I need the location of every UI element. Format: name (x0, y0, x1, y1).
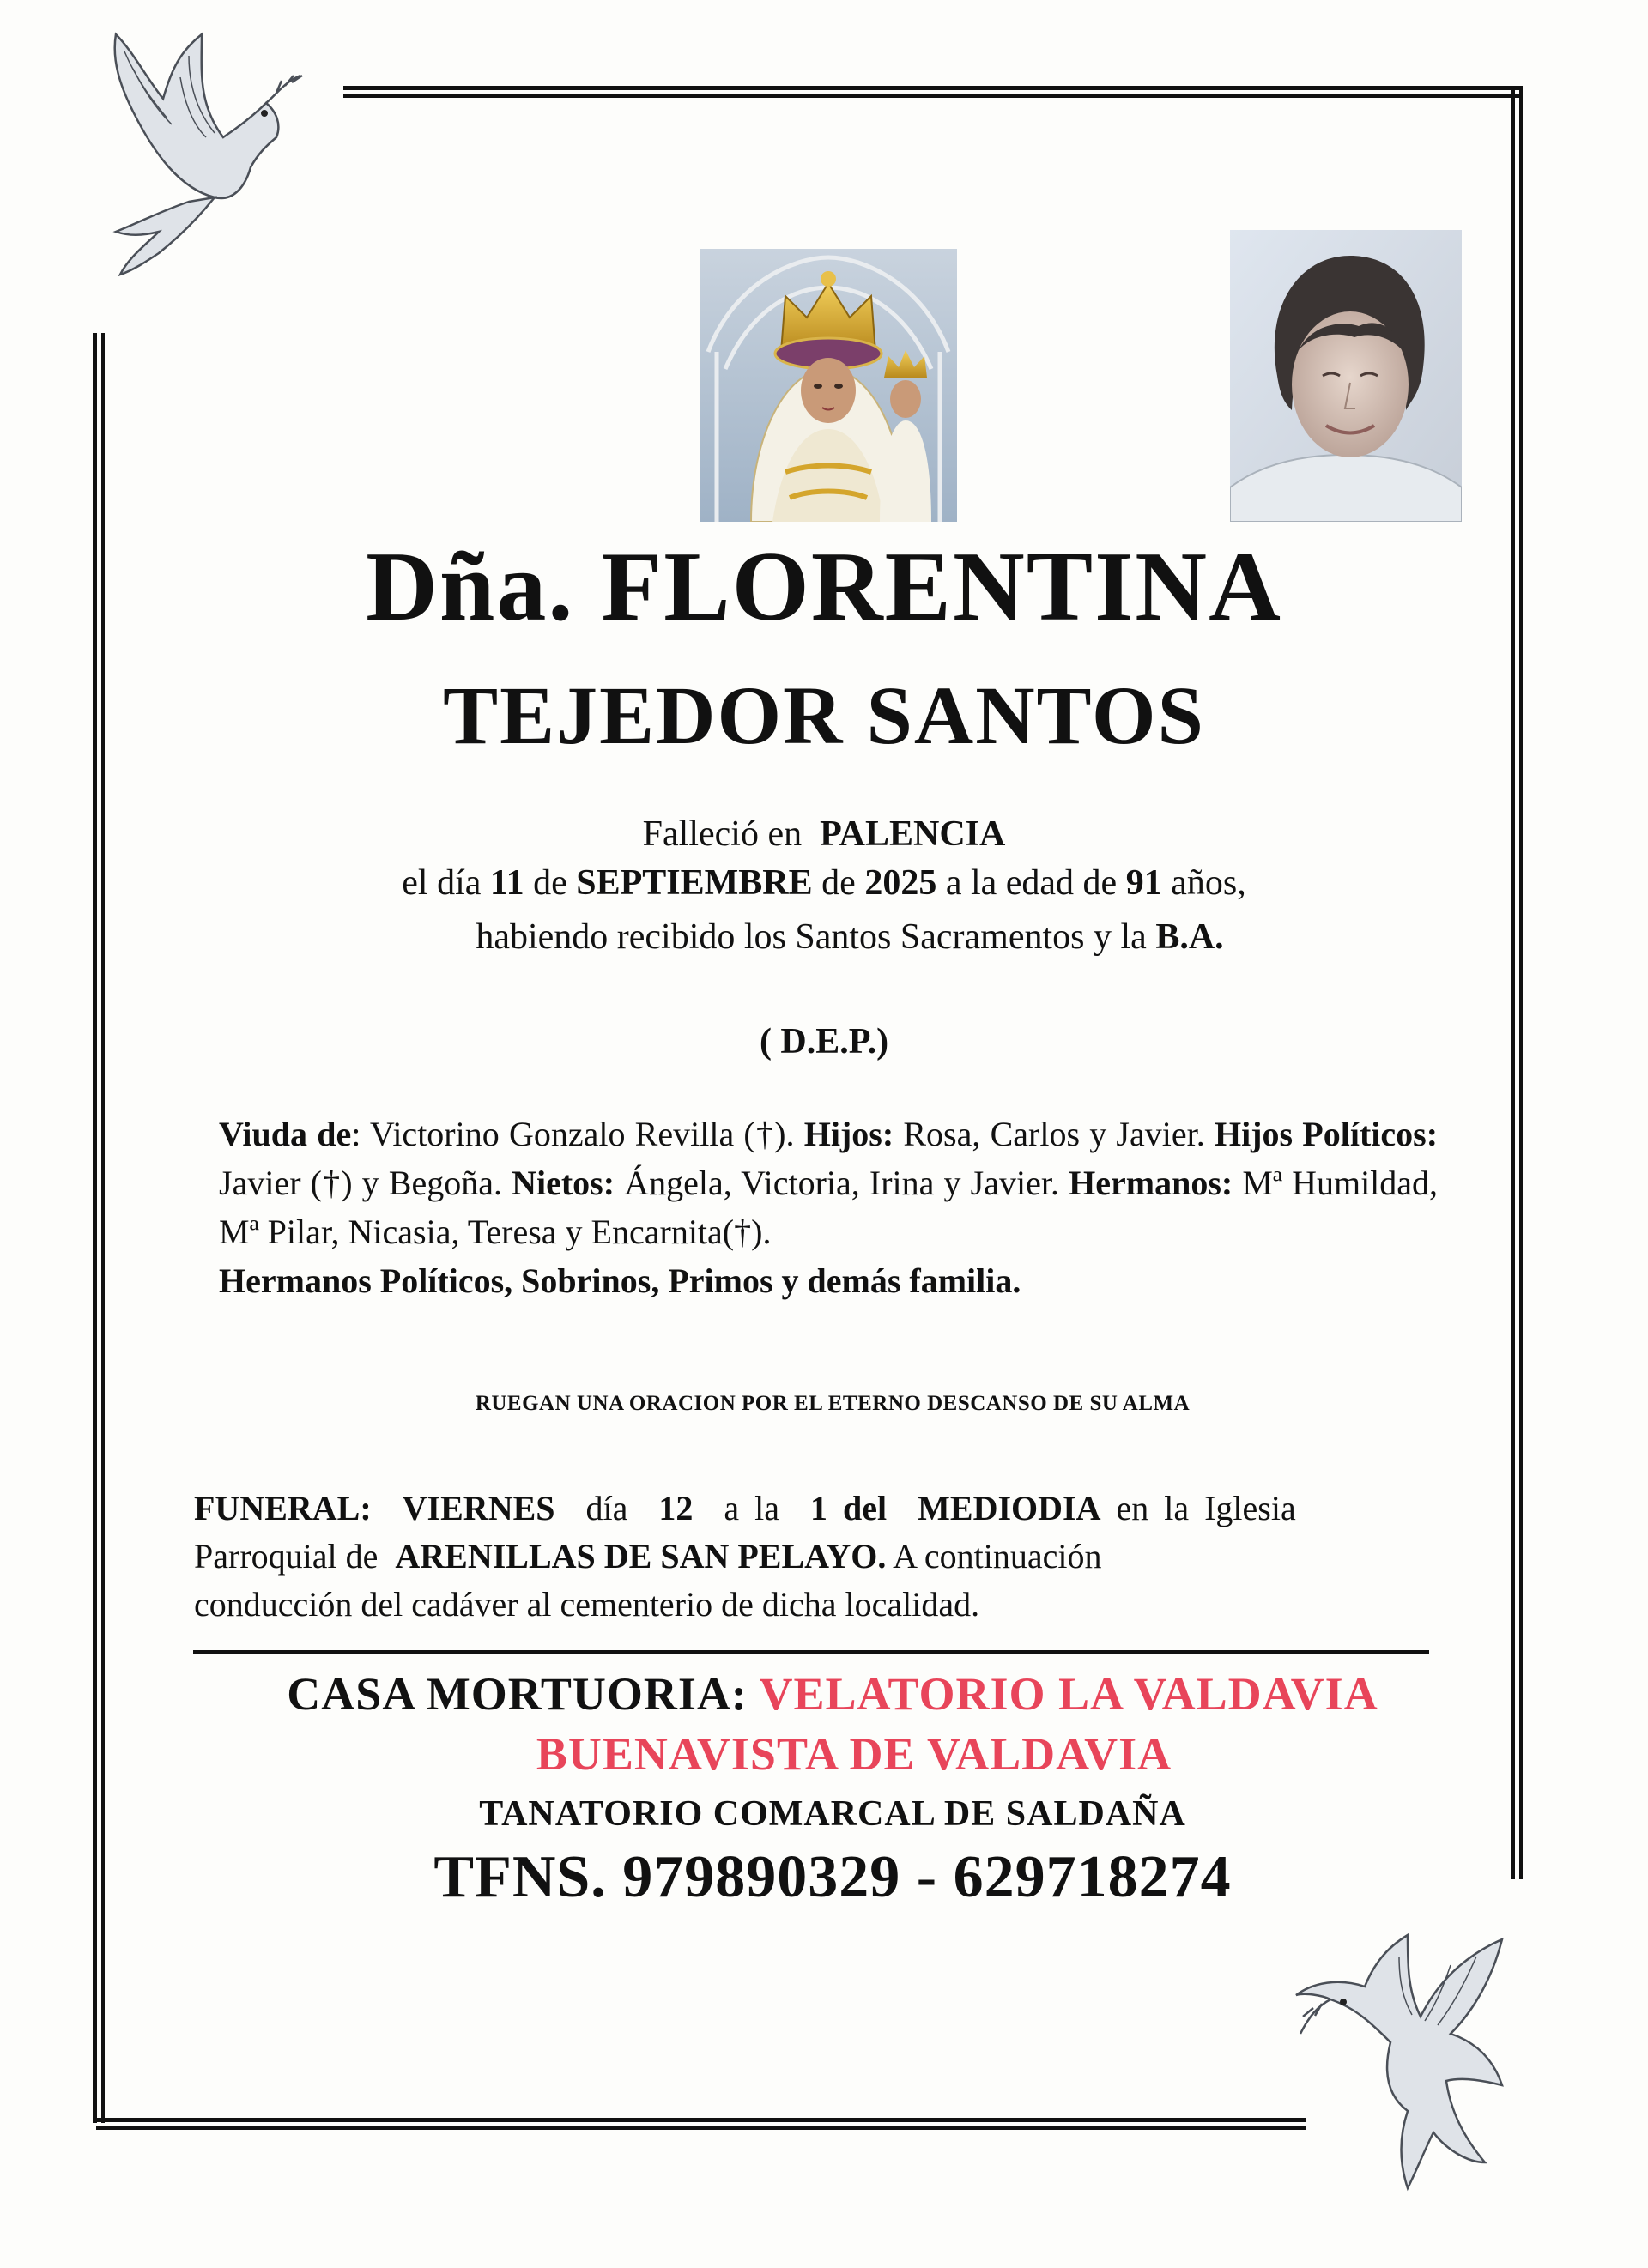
viuda-label: Viuda de (219, 1115, 352, 1153)
death-place: PALENCIA (820, 814, 1006, 854)
death-de-1: de (533, 863, 567, 903)
tanatorio-line: TANATORIO COMARCAL DE SALDAÑA (479, 1794, 1186, 1834)
virgin-image (700, 249, 957, 522)
funeral-en-la: en la Iglesia (1116, 1489, 1296, 1527)
deceased-title-text: Dña. FLORENTINA (366, 532, 1282, 642)
casa-mortuoria-line (0, 1667, 1648, 1721)
hijos-politicos-label: Hijos Políticos: (1214, 1115, 1439, 1153)
death-age: 91 (1125, 863, 1162, 903)
death-place-line (0, 813, 1648, 855)
family-paragraph (219, 1110, 1438, 1256)
funeral-continuacion: A continuación (893, 1537, 1102, 1576)
funeral-hour: 1 del (810, 1489, 888, 1527)
funeral-line-2 (194, 1533, 1396, 1581)
deceased-surname-text: TEJEDOR SANTOS (443, 669, 1205, 761)
viuda-value: : Victorino Gonzalo Revilla (†). (351, 1115, 795, 1153)
funeral-day: 12 (658, 1489, 694, 1527)
family-block (219, 1110, 1438, 1305)
nietos-label: Nietos: (512, 1164, 615, 1202)
hermanos-label: Hermanos: (1069, 1164, 1233, 1202)
funeral-line-1 (194, 1485, 1396, 1533)
dep-text: ( D.E.P.) (759, 1022, 889, 1061)
hermanos-value: Mª Humildad, Mª Pilar, Nicasia, Teresa y Encarnita(†). (219, 1164, 1439, 1251)
funeral-label: FUNERAL: (194, 1489, 372, 1527)
death-month: SEPTIEMBRE (576, 863, 813, 903)
sacraments-ba: B.A. (1155, 917, 1224, 957)
death-age-suffix: años, (1171, 863, 1246, 903)
funeral-mediodia: MEDIODIA (918, 1489, 1101, 1527)
sacraments-line (0, 916, 1648, 958)
sacraments-text: habiendo recibido los Santos Sacramentos y la (476, 917, 1147, 957)
casa-velatorio: VELATORIO LA VALDAVIA (759, 1668, 1378, 1720)
nietos-value: Ángela, Victoria, Irina y Javier. (624, 1164, 1059, 1202)
funeral-a-la: a la (724, 1489, 780, 1527)
ruegan-text: RUEGAN UNA ORACION POR EL ETERNO DESCANSO DE SU ALMA (475, 1392, 1191, 1415)
family-closing: Hermanos Políticos, Sobrinos, Primos y demás familia. (219, 1261, 1021, 1300)
funeral-parroquial: Parroquial de (194, 1537, 379, 1576)
top-border (343, 86, 1519, 98)
funeral-conduccion: conducción del cadáver al cementerio de dicha localidad. (194, 1585, 980, 1624)
deceased-surname (0, 668, 1648, 763)
death-age-prefix: a la edad de (945, 863, 1118, 903)
funeral-weekday: VIERNES (402, 1489, 555, 1527)
dove-top-left-icon (52, 17, 318, 300)
right-border (1511, 86, 1523, 1879)
death-de-2: de (821, 863, 856, 903)
deceased-title (0, 530, 1648, 644)
hijos-label: Hijos: (803, 1115, 894, 1153)
funeral-church-place: ARENILLAS DE SAN PELAYO. (395, 1537, 887, 1576)
death-year: 2025 (864, 863, 937, 903)
hijos-value: Rosa, Carlos y Javier. (903, 1115, 1205, 1153)
death-day-prefix: el día (402, 863, 482, 903)
funeral-line-3 (194, 1581, 1396, 1629)
funeral-dia: día (585, 1489, 628, 1527)
portrait-photo (1230, 230, 1462, 522)
funeral-block (194, 1485, 1396, 1629)
casa-label: CASA MORTUORIA: (287, 1668, 748, 1720)
phones-line: TFNS. 979890329 - 629718274 (433, 1844, 1232, 1910)
death-prefix: Falleció en (642, 814, 803, 854)
hijos-politicos-value: Javier (†) y Begoña. (219, 1164, 502, 1202)
casa-town: BUENAVISTA DE VALDAVIA (536, 1728, 1172, 1780)
death-date-line (0, 862, 1648, 904)
dove-bottom-right-icon (1279, 1914, 1562, 2205)
bottom-border (96, 2118, 1306, 2130)
separator-line (193, 1650, 1429, 1654)
death-day: 11 (489, 863, 524, 903)
